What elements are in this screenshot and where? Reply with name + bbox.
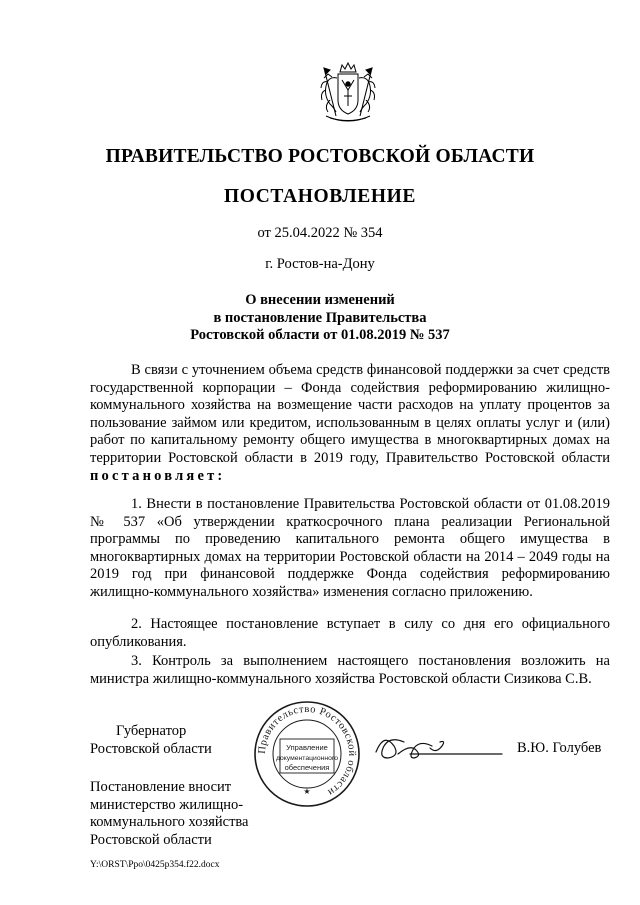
date-number: от 25.04.2022 № 354 <box>257 225 383 241</box>
seal-center-line: документационного <box>275 755 339 762</box>
subject-line: Ростовской области от 01.08.2019 № 537 <box>190 327 450 343</box>
clause-2: 2. Настоящее постановление вступает в силу со дня его официального опубликования. <box>90 616 610 650</box>
document-type: ПОСТАНОВЛЕНИЕ <box>223 186 417 207</box>
coat-of-arms-icon <box>316 60 380 126</box>
submitter-note <box>90 779 249 849</box>
seal-center-line: обеспечения <box>284 763 330 772</box>
position-line: Ростовской области <box>90 741 212 757</box>
city: г. Ростов-на-Дону <box>265 256 375 272</box>
subject-line: в постановление Правительства <box>213 309 427 326</box>
document-subject <box>0 292 640 345</box>
note-line: коммунального хозяйства <box>90 814 249 831</box>
note-line: Постановление вносит <box>90 779 232 795</box>
preamble-text: В связи с уточнением объема средств финансовой поддержки за счет средств государственной корпорации – Фонда содействия реформированию жилищно-коммунального хозяйства на возмещение части расходов на уплату процентов за пользование займом или кредитом, использованным в целях оплаты услуг и (или) работ по капитальному ремонту общего имущества в многоквартирных домах на территории Ростовской области в 2019 году, Правительство Ростовской области <box>90 362 610 466</box>
organization-title: ПРАВИТЕЛЬСТВО РОСТОВСКОЙ ОБЛАСТИ <box>105 146 535 167</box>
seal-center-line: Управление <box>286 743 328 752</box>
clause-3: 3. Контроль за выполнением настоящего постановления возложить на министра жилищно-коммунального хозяйства Ростовской области Сизикова С.В. <box>90 653 610 687</box>
signatory-position <box>90 722 212 758</box>
note-line: Ростовской области <box>90 831 212 848</box>
preamble-emphasis: постановляет: <box>90 467 226 484</box>
official-seal-icon <box>252 699 362 809</box>
clause-1: 1. Внести в постановление Правительства Ростовской области от 01.08.2019 № 537 «Об утверждении краткосрочного плана реализации Региональной программы по проведению капитального ремонта общего имущества в многоквартирных домах на территории Ростовской области на 2014 – 2049 годы на 2019 год при финансовой поддержке Фонда содействия реформированию жилищно-коммунального хозяйства» изменения согласно приложению. <box>90 496 610 600</box>
preamble-paragraph <box>90 362 610 485</box>
file-path: Y:\ORST\Ppo\0425p354.f22.docx <box>90 860 220 870</box>
note-line: министерство жилищно- <box>90 796 244 813</box>
seal-ring-text: Правительство Ростовской области <box>256 703 358 798</box>
subject-line: О внесении изменений <box>245 292 395 308</box>
signatory-name: В.Ю. Голубев <box>517 740 602 756</box>
svg-text:★: ★ <box>303 787 311 796</box>
position-line: Губернатор <box>116 723 187 739</box>
handwritten-signature <box>370 724 510 772</box>
